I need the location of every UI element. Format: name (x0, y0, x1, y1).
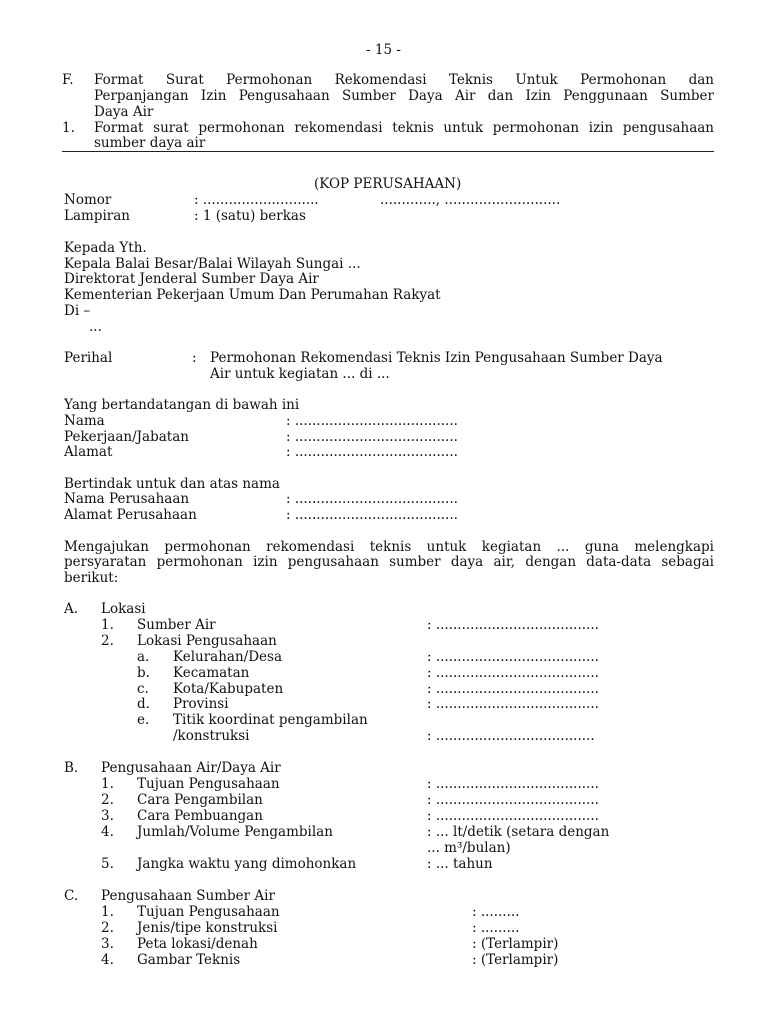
signer-field-label: Alamat (64, 444, 113, 460)
item-value: : ...................................... (427, 792, 599, 808)
item-number: 2. (101, 792, 114, 808)
date-placeholder: ............., ........................... (380, 192, 561, 208)
subitem-label: Provinsi (173, 696, 229, 712)
signer-field-value: : ...................................... (286, 444, 458, 460)
page-number: - 15 - (366, 42, 401, 58)
item-label: Jangka waktu yang dimohonkan (137, 856, 357, 872)
subitem-value: : ...................................... (427, 649, 599, 665)
subitem-letter: e. (137, 712, 150, 728)
subitem-letter: c. (137, 681, 149, 697)
subheading-number: 1. (62, 120, 75, 136)
item-value-continued: ... m³/bulan) (427, 840, 511, 856)
divider-rule (62, 151, 714, 152)
company-field-value: : ...................................... (286, 507, 458, 523)
item-value: : ... lt/detik (setara dengan (427, 824, 610, 840)
subitem-label-continued: /konstruksi (173, 728, 250, 744)
request-line-1: Mengajukan permohonan rekomendasi teknis untuk kegiatan ... guna melengkapi (64, 539, 714, 555)
address-line: Di – (64, 303, 91, 319)
subitem-label: Kelurahan/Desa (173, 649, 283, 665)
section-c-letter: C. (64, 888, 79, 904)
subitem-value: : ..................................... (427, 728, 595, 744)
item-label: Sumber Air (137, 617, 216, 633)
item-value: : ... tahun (427, 856, 493, 872)
address-line: Direktorat Jenderal Sumber Daya Air (64, 271, 319, 287)
request-line-3: berikut: (64, 570, 119, 586)
item-value: : ...................................... (427, 617, 599, 633)
heading-line-2: Perpanjangan Izin Pengusahaan Sumber Daya Air dan Izin Penggunaan Sumber (94, 88, 714, 104)
item-value: : (Terlampir) (472, 936, 559, 952)
subitem-letter: d. (137, 696, 150, 712)
item-number: 3. (101, 936, 114, 952)
item-number: 2. (101, 633, 114, 649)
signer-field-value: : ...................................... (286, 413, 458, 429)
item-number: 4. (101, 952, 114, 968)
lampiran-value: : 1 (satu) berkas (194, 208, 306, 224)
nomor-value: : ........................... (194, 192, 319, 208)
subitem-label: Kecamatan (173, 665, 250, 681)
item-label: Cara Pembuangan (137, 808, 263, 824)
signer-field-value: : ...................................... (286, 429, 458, 445)
item-label: Cara Pengambilan (137, 792, 263, 808)
section-b-title: Pengusahaan Air/Daya Air (101, 760, 281, 776)
subitem-value: : ...................................... (427, 665, 599, 681)
heading-letter: F. (62, 72, 74, 88)
request-line-2: persyaratan permohonan izin pengusahaan sumber daya air, dengan data-data sebagai (64, 554, 714, 570)
perihal-label: Perihal (64, 350, 113, 366)
perihal-line-2: Air untuk kegiatan ... di ... (210, 366, 390, 382)
subitem-letter: b. (137, 665, 150, 681)
address-line: Kepala Balai Besar/Balai Wilayah Sungai ... (64, 256, 361, 272)
perihal-line-1: Permohonan Rekomendasi Teknis Izin Pengusahaan Sumber Daya (210, 350, 663, 366)
section-c-title: Pengusahaan Sumber Air (101, 888, 275, 904)
item-value: : ...................................... (427, 808, 599, 824)
item-number: 3. (101, 808, 114, 824)
company-field-label: Alamat Perusahaan (64, 507, 197, 523)
item-number: 5. (101, 856, 114, 872)
item-label: Tujuan Pengusahaan (137, 776, 280, 792)
item-label: Gambar Teknis (137, 952, 241, 968)
item-value: : (Terlampir) (472, 952, 559, 968)
item-value: : ......... (472, 920, 520, 936)
item-label: Lokasi Pengusahaan (137, 633, 277, 649)
item-number: 1. (101, 904, 114, 920)
item-number: 4. (101, 824, 114, 840)
item-number: 1. (101, 776, 114, 792)
section-a-title: Lokasi (101, 601, 146, 617)
signer-field-label: Pekerjaan/Jabatan (64, 429, 189, 445)
address-line: Kementerian Pekerjaan Umum Dan Perumahan Rakyat (64, 287, 441, 303)
item-label: Jenis/tipe konstruksi (137, 920, 278, 936)
item-number: 2. (101, 920, 114, 936)
item-value: : ...................................... (427, 776, 599, 792)
subheading-line-1: Format surat permohonan rekomendasi teknis untuk permohonan izin pengusahaan (94, 120, 714, 136)
item-label: Peta lokasi/denah (137, 936, 258, 952)
heading-line-1: Format Surat Permohonan Rekomendasi Teknis Untuk Permohonan dan (94, 72, 714, 88)
section-a-letter: A. (64, 601, 79, 617)
subitem-label: Kota/Kabupaten (173, 681, 284, 697)
nomor-label: Nomor (64, 192, 112, 208)
item-value: : ......... (472, 904, 520, 920)
company-intro: Bertindak untuk dan atas nama (64, 476, 280, 492)
company-field-value: : ...................................... (286, 491, 458, 507)
subitem-value: : ...................................... (427, 696, 599, 712)
signer-field-label: Nama (64, 413, 105, 429)
section-b-letter: B. (64, 760, 79, 776)
address-line: ... (89, 319, 102, 335)
heading-line-3: Daya Air (94, 104, 154, 120)
company-field-label: Nama Perusahaan (64, 491, 190, 507)
kop-perusahaan: (KOP PERUSAHAAN) (314, 176, 462, 192)
subheading-line-2: sumber daya air (94, 135, 206, 151)
perihal-colon: : (192, 350, 197, 366)
subitem-value: : ...................................... (427, 681, 599, 697)
signer-intro: Yang bertandatangan di bawah ini (64, 397, 300, 413)
lampiran-label: Lampiran (64, 208, 130, 224)
item-label: Tujuan Pengusahaan (137, 904, 280, 920)
subitem-letter: a. (137, 649, 150, 665)
item-label: Jumlah/Volume Pengambilan (137, 824, 333, 840)
subitem-label: Titik koordinat pengambilan (173, 712, 368, 728)
item-number: 1. (101, 617, 114, 633)
address-line: Kepada Yth. (64, 240, 147, 256)
